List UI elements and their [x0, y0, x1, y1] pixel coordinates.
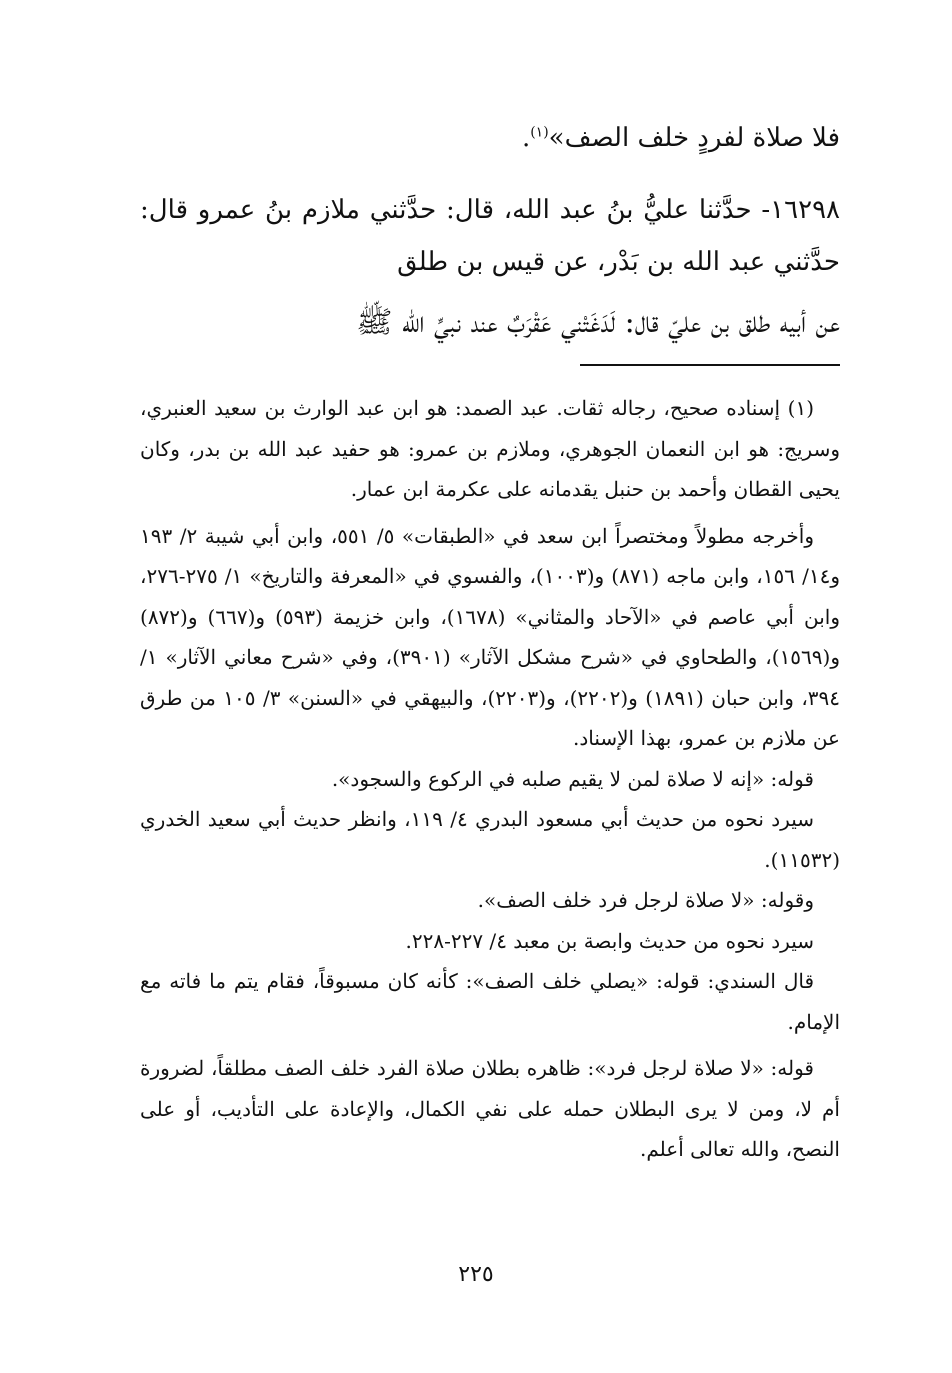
- footnote-paragraph: قوله: «لا صلاة لرجل فرد»: ظاهره بطلان صلاة الفرد خلف الصف مطلقاً، لضرورة أم لا، ومن لا يرى البطلان حمله على نفي الكمال، والإعادة على التأديب، أو على النصح، والله تعالى أعلم.: [140, 1056, 840, 1161]
- footnote-paragraph: سيرد نحوه من حديث أبي مسعود البدري ٤/ ١١٩، وانظر حديث أبي سعيد الخدري (١١٥٣٢).: [140, 807, 840, 872]
- main-text-line-body: فلا صلاة لفردٍ خلف الصف»: [548, 123, 840, 153]
- page-number: ٢٢٥: [458, 1262, 494, 1287]
- main-text-line: [140, 112, 840, 164]
- footnote-paragraph: (١) إسناده صحيح، رجاله ثقات. عبد الصمد: هو ابن عبد الوارث بن سعيد العنبري، وسريج: هو ابن النعمان الجوهري، وملازم بن عمرو: هو حفيد عبد الله بن بدر، وكان يحيى القطان وأحمد بن حنبل يقدمانه على عكرمة ابن عمار.: [140, 396, 840, 501]
- footnote-paragraph: وقوله: «لا صلاة لرجل فرد خلف الصف».: [477, 888, 814, 912]
- footnote-divider: [580, 364, 840, 366]
- main-text-line-period: .: [521, 123, 531, 153]
- footnote-paragraph: سيرد نحوه من حديث وابصة بن معبد ٤/ ٢٢٧-٢٢٨.: [405, 928, 814, 953]
- page-content: [140, 112, 840, 1170]
- footnote-paragraph: وأخرجه مطولاً ومختصراً ابن سعد في «الطبقات» ٥/ ٥٥١، وابن أبي شيبة ٢/ ١٩٣ و١٤/ ١٥٦، وابن ماجه (٨٧١) و(١٠٠٣)، والفسوي في «المعرفة والتاريخ» ١/ ٢٧٥-٢٧٦، وابن أبي عاصم في «الآحاد والمثاني» (١٦٧٨)، وابن خزيمة (٥٩٣) و(٦٦٧) و(٨٧٢) و(١٥٦٩)، والطحاوي في «شرح مشكل الآثار» (٣٩٠١)، وفي «شرح معاني الآثار» ١/ ٣٩٤، وابن حبان (١٨٩١) و(٢٢٠٢)، و(٢٢٠٣)، والبيهقي في «السنن» ٣/ ١٠٥ من طرق عن ملازم بن عمرو، بهذا الإسناد.: [140, 523, 841, 750]
- main-text: [140, 112, 840, 352]
- footnotes: [140, 388, 840, 1170]
- footnote-paragraph: قوله: «إنه لا صلاة لمن لا يقيم صلبه في الركوع والسجود».: [331, 766, 814, 791]
- hadith-text: عن أبيه طلق بن عليّ قال: لَدَغَتْني عَقْرَبٌ عند نبيِّ الله ﷺ: [356, 305, 840, 340]
- hadith-intro: ١٦٢٩٨- حدَّثنا عليُّ بنُ عبد الله، قال: حدَّثني ملازم بنُ عمرو قال: حدَّثني عبد الله بن بَدْر، عن قيس بن طلق: [140, 195, 840, 277]
- footnote-paragraph: قال السندي: قوله: «يصلي خلف الصف»: كأنه كان مسبوقاً، فقام يتم ما فاته مع الإمام.: [140, 969, 840, 1034]
- footnote-reference: (١): [530, 124, 549, 141]
